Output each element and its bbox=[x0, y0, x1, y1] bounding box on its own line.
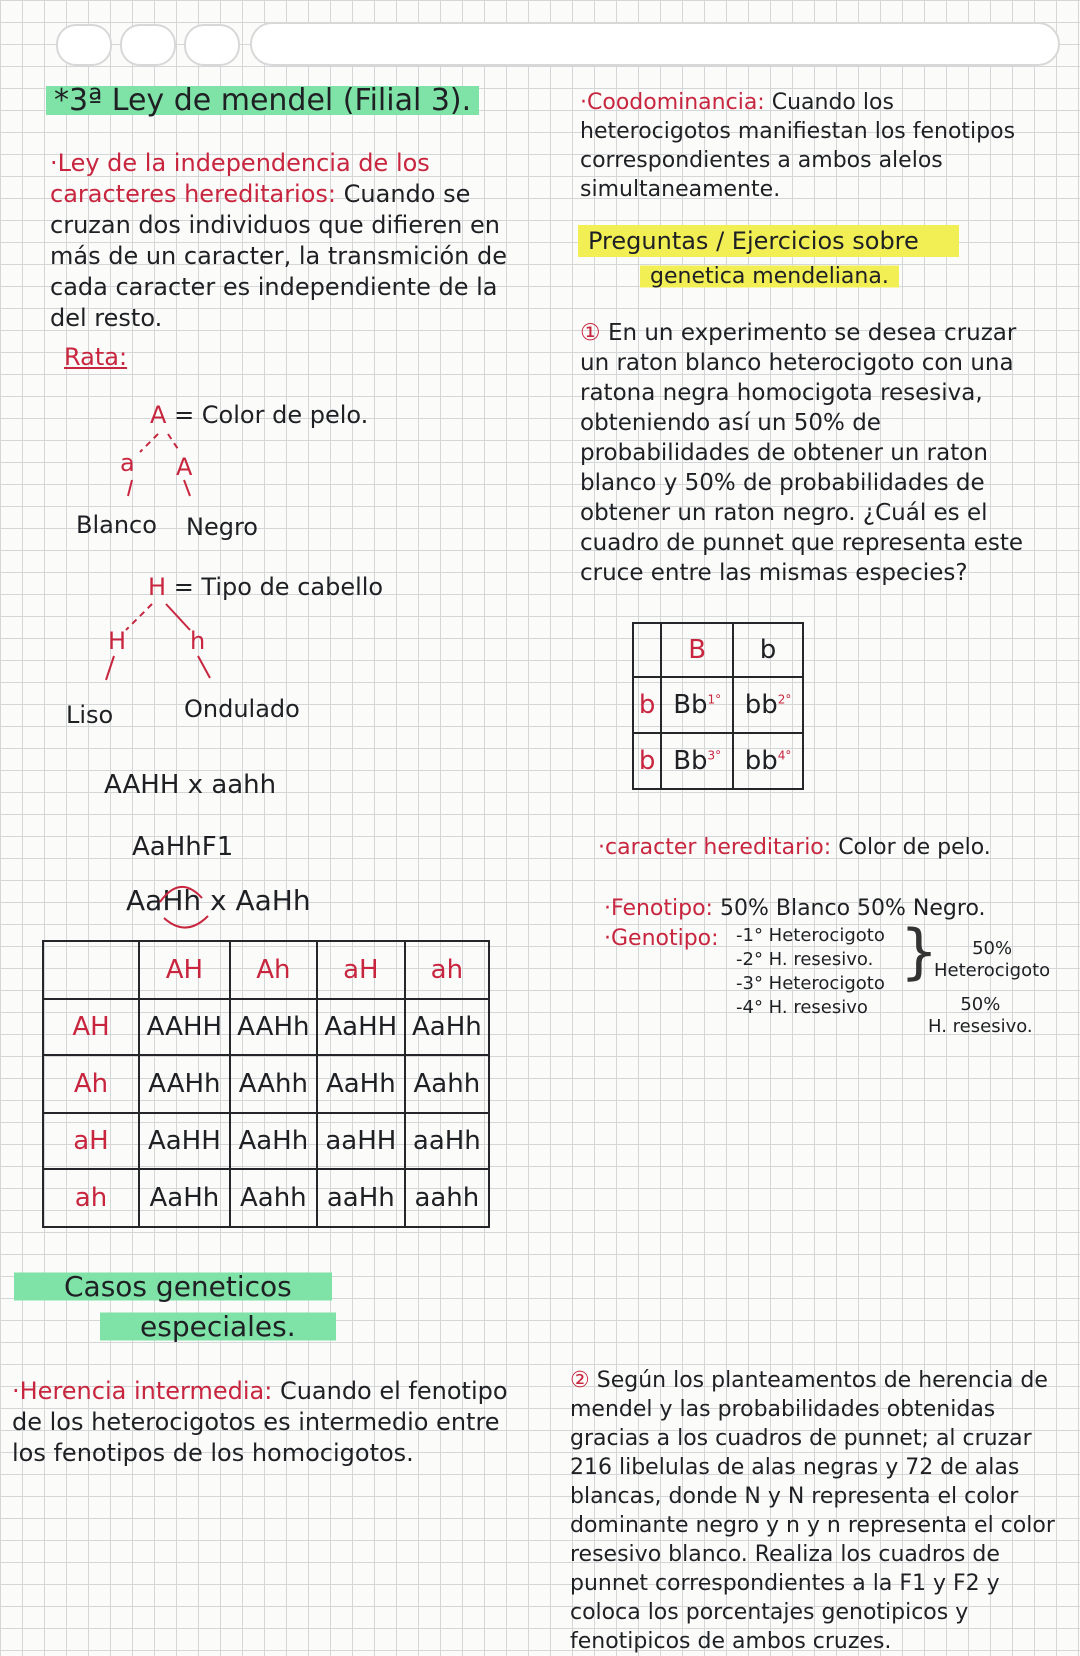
row-header: ah bbox=[43, 1169, 139, 1227]
monohybrid-punnett-table bbox=[632, 622, 804, 790]
special-cases-title-2: especiales. bbox=[100, 1312, 336, 1343]
table-cell: AaHH bbox=[317, 999, 405, 1055]
table-cell: AaHH bbox=[139, 1113, 230, 1169]
cross-f1: AaHh x AaHh bbox=[126, 884, 311, 917]
table-cell: AaHh bbox=[230, 1113, 317, 1169]
genotype-item: -2° H. resesivo. bbox=[736, 949, 874, 970]
phenotype-liso: Liso bbox=[66, 701, 114, 729]
row-header: aH bbox=[43, 1113, 139, 1169]
tab-pill-3[interactable] bbox=[184, 24, 240, 66]
table-cell: AAHh bbox=[230, 999, 317, 1055]
col-header: Ah bbox=[230, 941, 317, 999]
table-cell: aaHh bbox=[405, 1113, 489, 1169]
q2-text: Según los planteamentos de herencia de mendel y las probabilidades obtenidas gracias a los cuadros de punnet; al cruzar 216 libelulas de alas negras y 72 de alas blancas, donde N y N representa el color dominante negro y n y n representa el color resesivo blanco. Realiza los cuadros de punnet correspondientes a la F1 y F2 y coloca los porcentajes genotipicos y fenotipicos de ambos cruzes. bbox=[570, 1368, 1055, 1654]
table-cell: AaHh bbox=[405, 999, 489, 1055]
table-cell: $bb^{2^\circ}$ bbox=[733, 677, 803, 733]
phenotype-blanco: Blanco bbox=[76, 511, 157, 539]
q1-number: ① bbox=[580, 320, 601, 346]
tab-pill-1[interactable] bbox=[56, 24, 112, 66]
col-header: AH bbox=[139, 941, 230, 999]
address-bar[interactable] bbox=[250, 22, 1060, 66]
gene-a-desc: = Color de pelo. bbox=[174, 401, 369, 429]
feno-value: 50% Blanco 50% Negro. bbox=[719, 896, 986, 921]
row-header: Ah bbox=[43, 1055, 139, 1113]
heading-third-law: *3ª Ley de mendel (Filial 3). bbox=[46, 86, 479, 117]
table-cell: $Bb^{1^\circ}$ bbox=[661, 677, 733, 733]
q1-text: En un experimento se desea cruzar un raton blanco heterocigoto con una ratona negra homocigota resesiva, obteniendo así un 50% de probabilidades de obtener un raton blanco y 50% de probabilidades de obtener un raton negro. ¿Cuál es el cuadro de punnet que representa este cruce entre las mismas especies? bbox=[580, 320, 1023, 586]
table-cell: AaHh bbox=[139, 1169, 230, 1227]
col-header: ah bbox=[405, 941, 489, 999]
table-cell: aaHh bbox=[317, 1169, 405, 1227]
caracter-label: ·caracter hereditario: bbox=[598, 835, 832, 860]
gene-h-letter: H bbox=[148, 573, 167, 601]
codom-title: ·Coodominancia: bbox=[580, 90, 765, 115]
genotype-item: -1° Heterocigoto bbox=[736, 925, 885, 946]
caracter-value: Color de pelo. bbox=[838, 835, 991, 860]
row-header: b bbox=[633, 677, 661, 733]
geno-summary-1: 50% Heterocigoto bbox=[934, 938, 1051, 981]
phenotype-ondulado: Ondulado bbox=[184, 695, 300, 723]
geno-summary-2: 50% H. resesivo. bbox=[928, 994, 1033, 1037]
gene-h-branches bbox=[70, 600, 270, 700]
brace-upper: } bbox=[900, 917, 939, 987]
herencia-intermedia bbox=[12, 1376, 508, 1469]
table-cell: AAHH bbox=[139, 999, 230, 1055]
genotype-item: -3° Heterocigoto bbox=[736, 973, 885, 994]
q2-number: ② bbox=[570, 1368, 590, 1393]
special-cases-title-1: Casos geneticos bbox=[14, 1272, 332, 1303]
table-cell: AaHh bbox=[317, 1055, 405, 1113]
feno-label: ·Fenotipo: bbox=[604, 896, 713, 921]
table-cell: Aahh bbox=[230, 1169, 317, 1227]
phenotype-negro: Negro bbox=[186, 513, 258, 541]
allele-a-small: a bbox=[120, 449, 135, 477]
codominancia bbox=[580, 88, 1050, 204]
table-cell: aahh bbox=[405, 1169, 489, 1227]
allele-h-small: h bbox=[190, 627, 206, 655]
law-text: Cuando se cruzan dos individuos que difieren en más de un caracter, la transmición de cada caracter es independiente de la del resto. bbox=[50, 180, 508, 332]
gene-a-letter: A bbox=[150, 401, 167, 429]
genotype-item: -4° H. resesivo bbox=[736, 997, 868, 1018]
intermedia-title: ·Herencia intermedia: bbox=[12, 1377, 273, 1405]
law-paragraph bbox=[50, 148, 530, 334]
table-corner bbox=[43, 941, 139, 999]
col-header: aH bbox=[317, 941, 405, 999]
gene-h-desc: = Tipo de cabello bbox=[173, 573, 384, 601]
table-cell: $Bb^{3^\circ}$ bbox=[661, 733, 733, 789]
law-title: ·Ley de la independencia de los caracteres hereditarios: bbox=[50, 149, 430, 208]
section-title-2: genetica mendeliana. bbox=[640, 262, 899, 292]
f1-generation: AaHhF1 bbox=[132, 832, 234, 862]
allele-h-big: H bbox=[108, 627, 127, 655]
geno-label: ·Genotipo: bbox=[604, 926, 719, 951]
tab-pill-2[interactable] bbox=[120, 24, 176, 66]
allele-a-big: A bbox=[176, 453, 193, 481]
table-cell: $bb^{4^\circ}$ bbox=[733, 733, 803, 789]
col-header: b bbox=[733, 623, 803, 677]
answer-caracter bbox=[598, 834, 1038, 862]
question-2 bbox=[570, 1366, 1060, 1656]
question-1 bbox=[580, 318, 1050, 588]
col-header: B bbox=[661, 623, 733, 677]
browser-toolbar bbox=[50, 18, 1058, 66]
table-cell: aaHH bbox=[317, 1113, 405, 1169]
genotype-list bbox=[736, 924, 885, 1020]
table-cell: Aahh bbox=[405, 1055, 489, 1113]
codom-text: Cuando los heterocigotos manifiestan los fenotipos correspondientes a ambos alelos simultaneamente. bbox=[580, 90, 1016, 202]
dihybrid-punnett-table bbox=[42, 940, 490, 1228]
section-title-1: Preguntas / Ejercicios sobre bbox=[578, 226, 959, 256]
cross-parents: AAHH x aahh bbox=[104, 770, 277, 800]
rata-label: Rata: bbox=[64, 343, 128, 371]
table-cell: AAHh bbox=[139, 1055, 230, 1113]
cross-arrows bbox=[150, 868, 230, 940]
row-header: AH bbox=[43, 999, 139, 1055]
intermedia-text: Cuando el fenotipo de los heterocigotos es intermedio entre los fenotipos de los homocigotos. bbox=[12, 1377, 508, 1467]
table-cell: AAhh bbox=[230, 1055, 317, 1113]
row-header: b bbox=[633, 733, 661, 789]
table-corner bbox=[633, 623, 661, 677]
